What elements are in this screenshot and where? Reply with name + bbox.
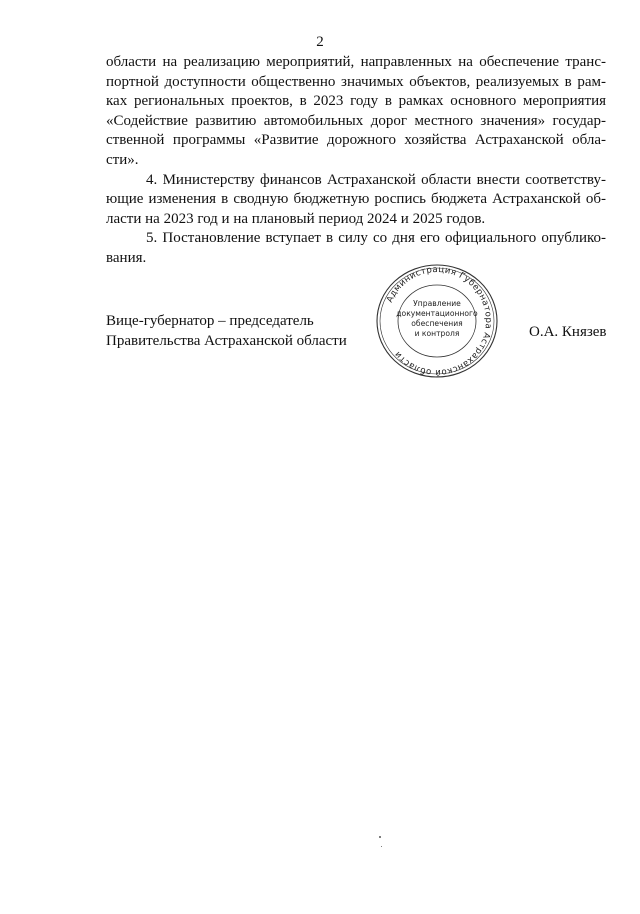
signatory-position [106,311,347,351]
paragraph-3-line-4: «Содействие развитию автомобильных дорог местного значения» государ- [106,112,606,129]
paragraph-4-line-1: 4. Министерству финансов Астраханской области внести соответству- [146,171,606,188]
signatory-position-line-2: Правительства Астраханской области [106,333,347,349]
scan-speck [381,846,382,847]
stamp-center-line-4: и контроля [414,329,460,338]
paragraph-3-line-3: ках региональных проектов, в 2023 году в рамках основного мероприятия [106,93,606,110]
paragraph-5-line-2: вания. [106,249,147,266]
stamp-center-line-3: обеспечения [411,319,463,328]
body-text [106,53,606,269]
stamp-center-line-1: Управление [413,299,461,308]
scan-speck [379,836,381,838]
signatory-position-line-1: Вице-губернатор – председатель [106,313,314,329]
stamp-graphic [372,262,502,380]
paragraph-5-line-1: 5. Постановление вступает в силу со дня его официального опублико- [146,230,606,247]
paragraph-3-line-1: области на реализацию мероприятий, направленных на обеспечение транс- [106,54,606,70]
stamp-ring-text: Администрация Губернатора Астраханской области [384,264,494,378]
paragraph-4-line-2: ющие изменения в сводную бюджетную роспись бюджета Астраханской об- [106,191,606,208]
stamp-center-line-2: документационного [396,309,478,318]
paragraph-3-line-6: сти». [106,151,139,168]
paragraph-3-line-2: портной доступности общественно значимых объектов, реализуемых в рам- [106,73,606,90]
page-number: 2 [316,34,324,50]
paragraph-4-line-3: ласти на 2023 год и на плановый период 2024 и 2025 годов. [106,210,486,227]
paragraph-3-line-5: ственной программы «Развитие дорожного хозяйства Астраханской обла- [106,132,606,149]
official-stamp [372,262,502,380]
signatory-name: О.А. Князев [529,324,607,340]
